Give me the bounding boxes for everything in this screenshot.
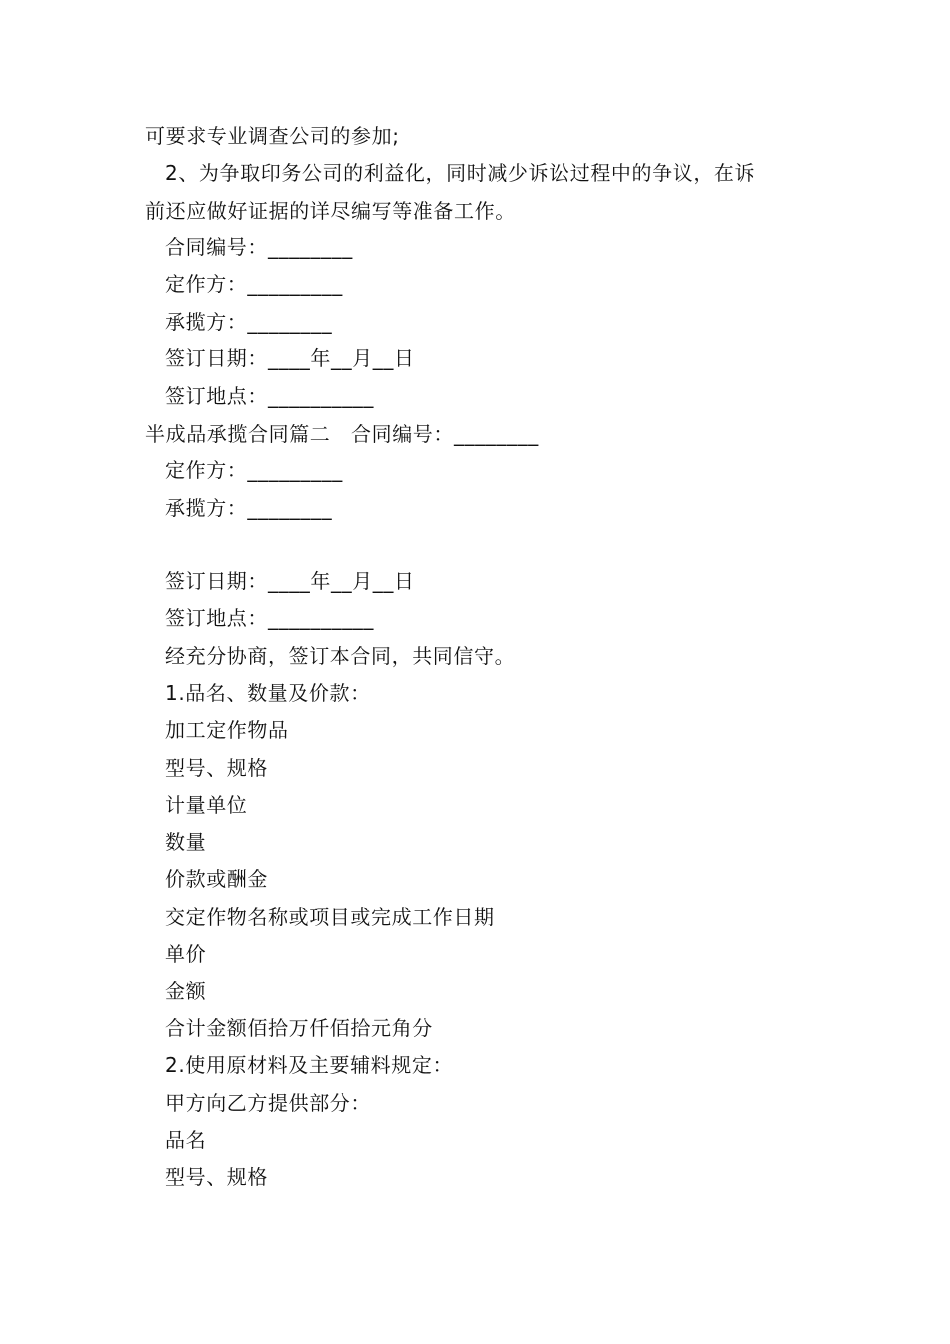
list-item: 价款或酬金 [165, 867, 268, 891]
list-item: 金额 [165, 979, 207, 1003]
list-item: 加工定作物品 [165, 718, 289, 742]
list-item: 型号、规格 [165, 1165, 268, 1189]
text-line: 经充分协商，签订本合同，共同信守。 [165, 644, 516, 668]
list-item: 型号、规格 [165, 756, 268, 780]
text-line: 可要求专业调查公司的参加; [145, 124, 400, 148]
signing-place-field: 签订地点：__________ [165, 606, 374, 630]
list-item: 数量 [165, 830, 207, 854]
list-item: 单价 [165, 942, 207, 966]
list-item: 品名 [165, 1128, 207, 1152]
text-line: 甲方向乙方提供部分： [165, 1091, 371, 1115]
text-line: 2、为争取印务公司的利益化，同时减少诉讼过程中的争议，在诉 [165, 161, 756, 185]
list-item: 计量单位 [165, 793, 248, 817]
orderer-field: 定作方：_________ [165, 272, 343, 296]
clause-heading: 2.使用原材料及主要辅料规定： [165, 1053, 454, 1077]
signing-date-field: 签订日期：____年__月__日 [165, 346, 415, 370]
section-heading: 半成品承揽合同篇二 合同编号：________ [145, 422, 539, 446]
list-item: 交定作物名称或项目或完成工作日期 [165, 905, 495, 929]
signing-place-field: 签订地点：__________ [165, 384, 374, 408]
contract-number-field: 合同编号：________ [165, 235, 353, 259]
orderer-field: 定作方：_________ [165, 458, 343, 482]
text-line: 前还应做好证据的详尽编写等准备工作。 [145, 199, 516, 223]
list-item: 合计金额佰拾万仟佰拾元角分 [165, 1016, 433, 1040]
signing-date-field: 签订日期：____年__月__日 [165, 569, 415, 593]
contractor-field: 承揽方：________ [165, 310, 333, 334]
contractor-field: 承揽方：________ [165, 496, 333, 520]
clause-heading: 1.品名、数量及价款： [165, 681, 371, 705]
